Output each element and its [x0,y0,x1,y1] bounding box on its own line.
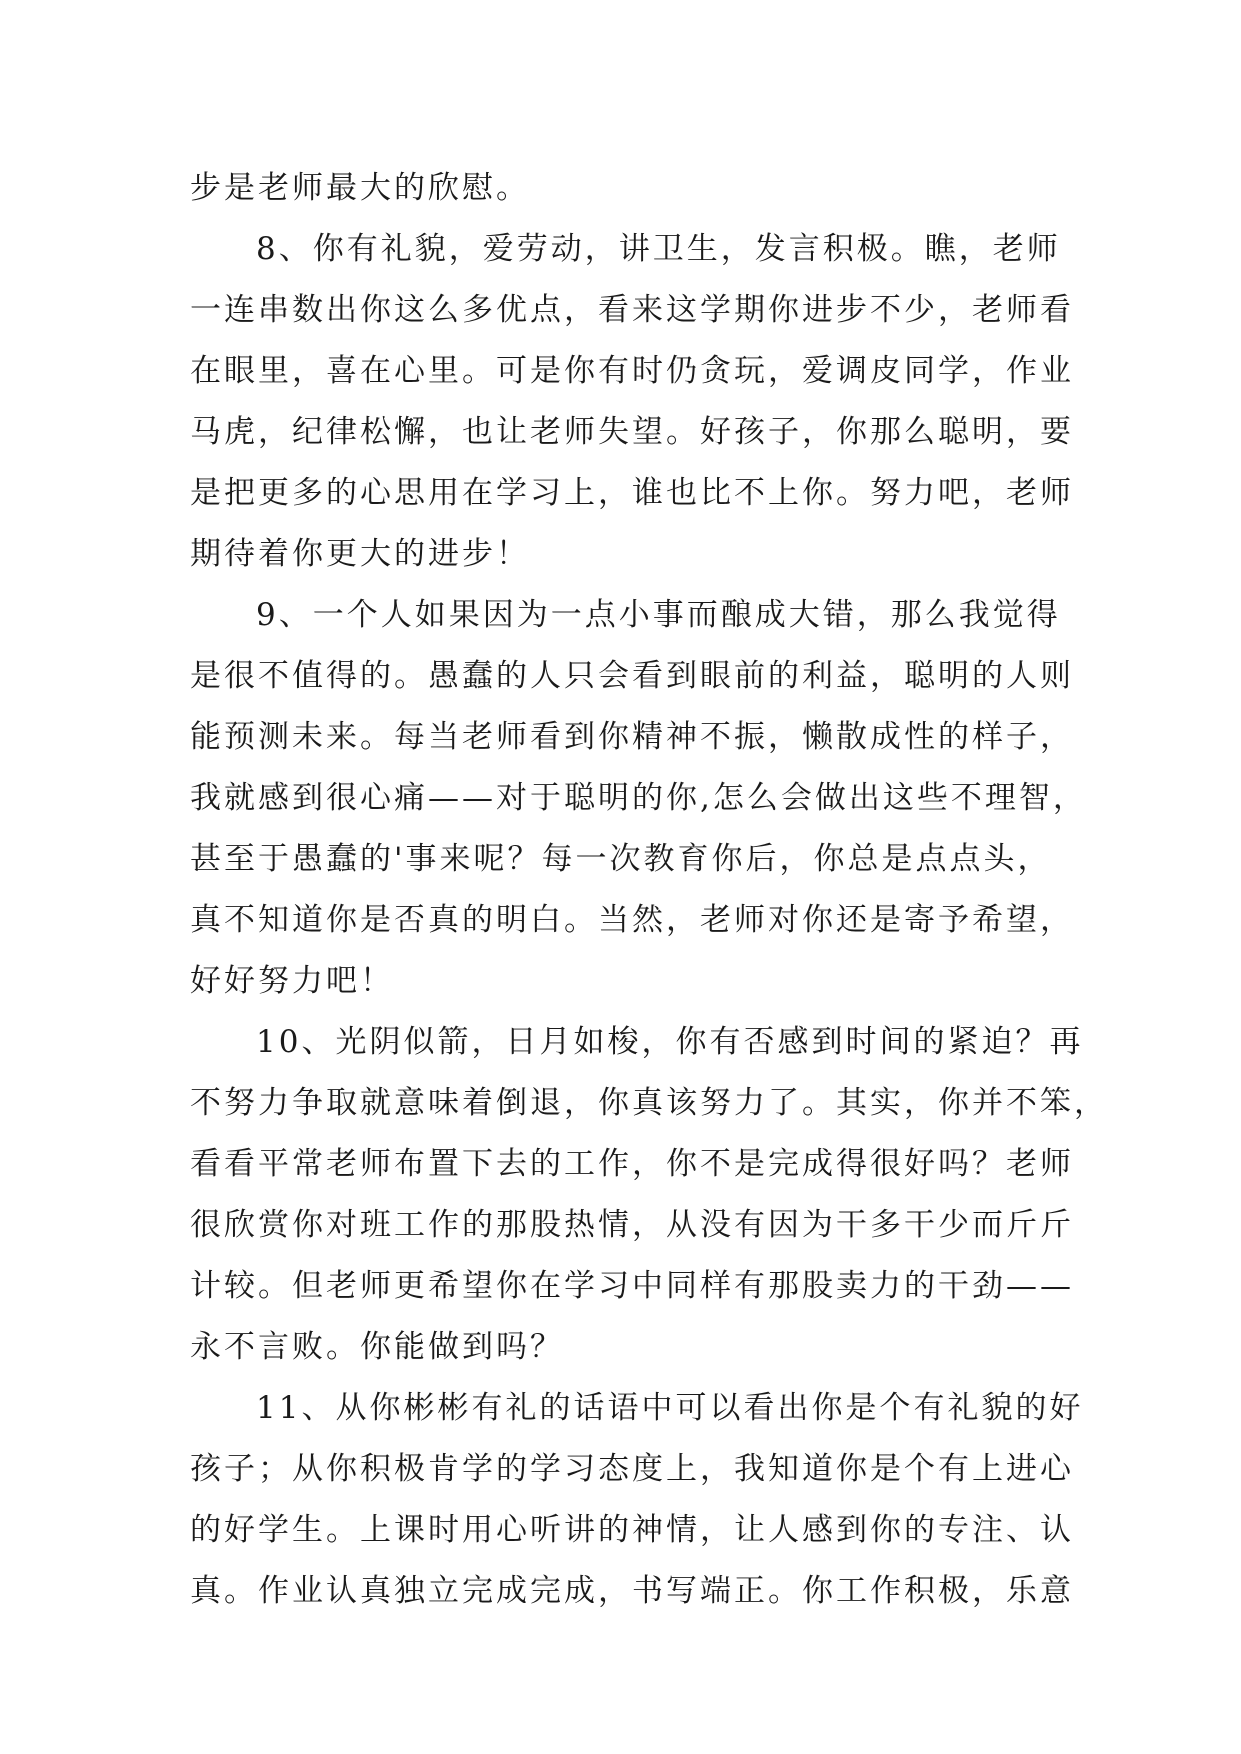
text-line: 计较。但老师更希望你在学习中同样有那股卖力的干劲—— [190,1268,1074,1304]
text-line: 9、一个人如果因为一点小事而酿成大错，那么我觉得 [256,597,1061,633]
text-line: 看看平常老师布置下去的工作，你不是完成得很好吗？老师 [190,1146,1074,1182]
document-body [190,158,1108,1622]
text-line: 甚至于愚蠢的'事来呢？每一次教育你后，你总是点点头， [190,841,1052,877]
text-line: 好好努力吧！ [190,963,394,999]
text-line: 不努力争取就意味着倒退，你真该努力了。其实，你并不笨， [190,1085,1108,1121]
text-line: 我就感到很心痛——对于聪明的你,怎么会做出这些不理智， [190,780,1087,816]
text-line: 8、你有礼貌，爱劳动，讲卫生，发言积极。瞧，老师 [256,231,1061,267]
text-line: 孩子；从你积极肯学的学习态度上，我知道你是个有上进心 [190,1451,1074,1487]
text-line: 的好学生。上课时用心听讲的神情，让人感到你的专注、认 [190,1512,1074,1548]
text-line: 真。作业认真独立完成完成，书写端正。你工作积极，乐意 [190,1573,1074,1609]
text-line: 永不言败。你能做到吗？ [190,1329,564,1365]
text-line: 在眼里，喜在心里。可是你有时仍贪玩，爱调皮同学，作业 [190,353,1074,389]
text-line: 真不知道你是否真的明白。当然，老师对你还是寄予希望， [190,902,1074,938]
text-line: 马虎，纪律松懈，也让老师失望。好孩子，你那么聪明，要 [190,414,1074,450]
text-line: 很欣赏你对班工作的那股热情，从没有因为干多干少而斤斤 [190,1207,1074,1243]
text-line: 一连串数出你这么多优点，看来这学期你进步不少，老师看 [190,292,1074,328]
text-line: 11、从你彬彬有礼的话语中可以看出你是个有礼貌的好 [256,1390,1084,1426]
text-line: 是把更多的心思用在学习上，谁也比不上你。努力吧，老师 [190,475,1074,511]
text-line: 是很不值得的。愚蠢的人只会看到眼前的利益，聪明的人则 [190,658,1074,694]
text-line: 步是老师最大的欣慰。 [190,170,530,206]
text-line: 能预测未来。每当老师看到你精神不振，懒散成性的样子， [190,719,1074,755]
text-line: 10、光阴似箭，日月如梭，你有否感到时间的紧迫？再 [256,1024,1084,1060]
text-line: 期待着你更大的进步！ [190,536,530,572]
